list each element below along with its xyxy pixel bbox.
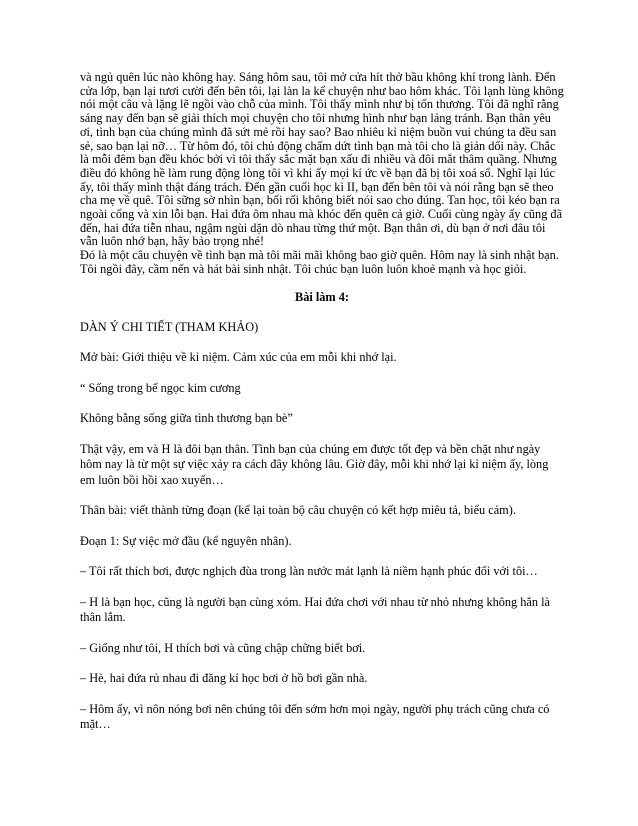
section-heading: Bài làm 4:	[295, 289, 349, 304]
body-outline: Thân bài: viết thành từng đoạn (kể lại toàn bộ câu chuyện có kết hợp miêu tả, biểu cảm).	[80, 503, 516, 518]
section-label: Đoạn 1: Sự việc mở đầu (kể nguyên nhân).	[80, 533, 292, 548]
list-item: – Hôm ấy, vì nôn nóng bơi nên chúng tôi đến sớm hơn mọi ngày, người phụ trách cũng chưa có mặt…	[80, 701, 550, 732]
intro-outline: Mở bài: Giới thiệu về kỉ niệm. Cảm xúc của em mỗi khi nhớ lại.	[80, 350, 397, 365]
list-item: – H là bạn học, cũng là người bạn cùng xóm. Hai đứa chơi với nhau từ nhỏ nhưng không hẳn là thân lắm.	[80, 594, 550, 625]
list-item: – Giống như tôi, H thích bơi và cũng chập chững biết bơi.	[80, 640, 366, 655]
quote-line: Không bằng sống giữa tình thương bạn bè”	[80, 411, 293, 426]
outline-title: DÀN Ý CHI TIẾT (THAM KHẢO)	[80, 319, 259, 334]
story-paragraph: Đó là một câu chuyện về tình bạn mà tôi mãi mãi không bao giờ quên. Hôm nay là sinh nhật bạn. Tôi ngồi đây, cầm nến và hát bài sinh nhật. Tôi chúc bạn luôn luôn khoẻ mạnh và học giỏi.	[80, 248, 559, 276]
document-page	[80, 71, 564, 733]
story-ending	[80, 71, 564, 277]
list-item: – Tôi rất thích bơi, được nghịch đùa trong làn nước mát lạnh là niềm hạnh phúc đối với tôi…	[80, 564, 538, 579]
quote-line: “ Sống trong bể ngọc kim cương	[80, 380, 241, 395]
story-paragraph: và ngủ quên lúc nào không hay. Sáng hôm sau, tôi mở cửa hít thở bầu không khí trong lành. Đến cửa lớp, bạn lại tươi cười đến bên tôi, lại làn la kể chuyện như bao hôm khác. Tôi lạnh lùng không nói một câu và lặng lẽ ngồi vào chỗ của mình. Tôi thấy mình như bị tổn thương. Tôi đã nghĩ rằng sáng nay đến bạn sẽ giải thích mọi chuyện cho tôi nhưng hình như bạn lảng tránh. Bạn thân yêu ơi, tình bạn của chúng mình đã sứt mẻ rồi hay sao? Bao nhiêu kỉ niệm buồn vui chúng ta đều san sẻ, sao bạn lại nỡ… Từ hôm đó, tôi chủ động chấm dứt tình bạn mà tôi cho là giản dối này. Chắc là mỗi đêm bạn đều khóc bởi vì tôi thấy sắc mặt bạn xấu đi nhiều và đôi mắt thâm quầng. Nhưng điều đó không hề làm rung động lòng tôi vì khi ấy mọi kí ức về bạn đã bị tôi xoá sổ. Nghĩ lại lúc ấy, tôi thấy mình thật đáng trách. Đến gần cuối học kì II, bạn đến bên tôi và nói rằng bạn sẽ theo cha mẹ về quê. Tôi sững sờ nhìn bạn, bối rối không biết nói sao cho đúng. Tan học, tôi kéo bạn ra ngoài cổng và xin lỗi bạn. Hai đứa ôm nhau mà khóc đến quên cả giờ. Cuối cùng ngày ấy cũng đã đến, hai đứa tiễn nhau, ngậm ngùi dặn dò nhau từng thứ một. Bạn thân ơi, dù bạn ở nơi đâu tôi vẫn luôn nhớ bạn, hãy bảo trọng nhé!	[80, 70, 564, 249]
list-item: – Hè, hai đứa rủ nhau đi đăng kí học bơi ở hồ bơi gần nhà.	[80, 671, 368, 686]
body-paragraph: Thật vậy, em và H là đôi bạn thân. Tình bạn của chúng em được tốt đẹp và bền chặt như ngày hôm nay là từ một sự việc xảy ra cách đây không lâu. Giờ đây, mỗi khi nhớ lại kỉ niệm ấy, lòng em luôn bồi hồi xao xuyến…	[80, 441, 549, 487]
